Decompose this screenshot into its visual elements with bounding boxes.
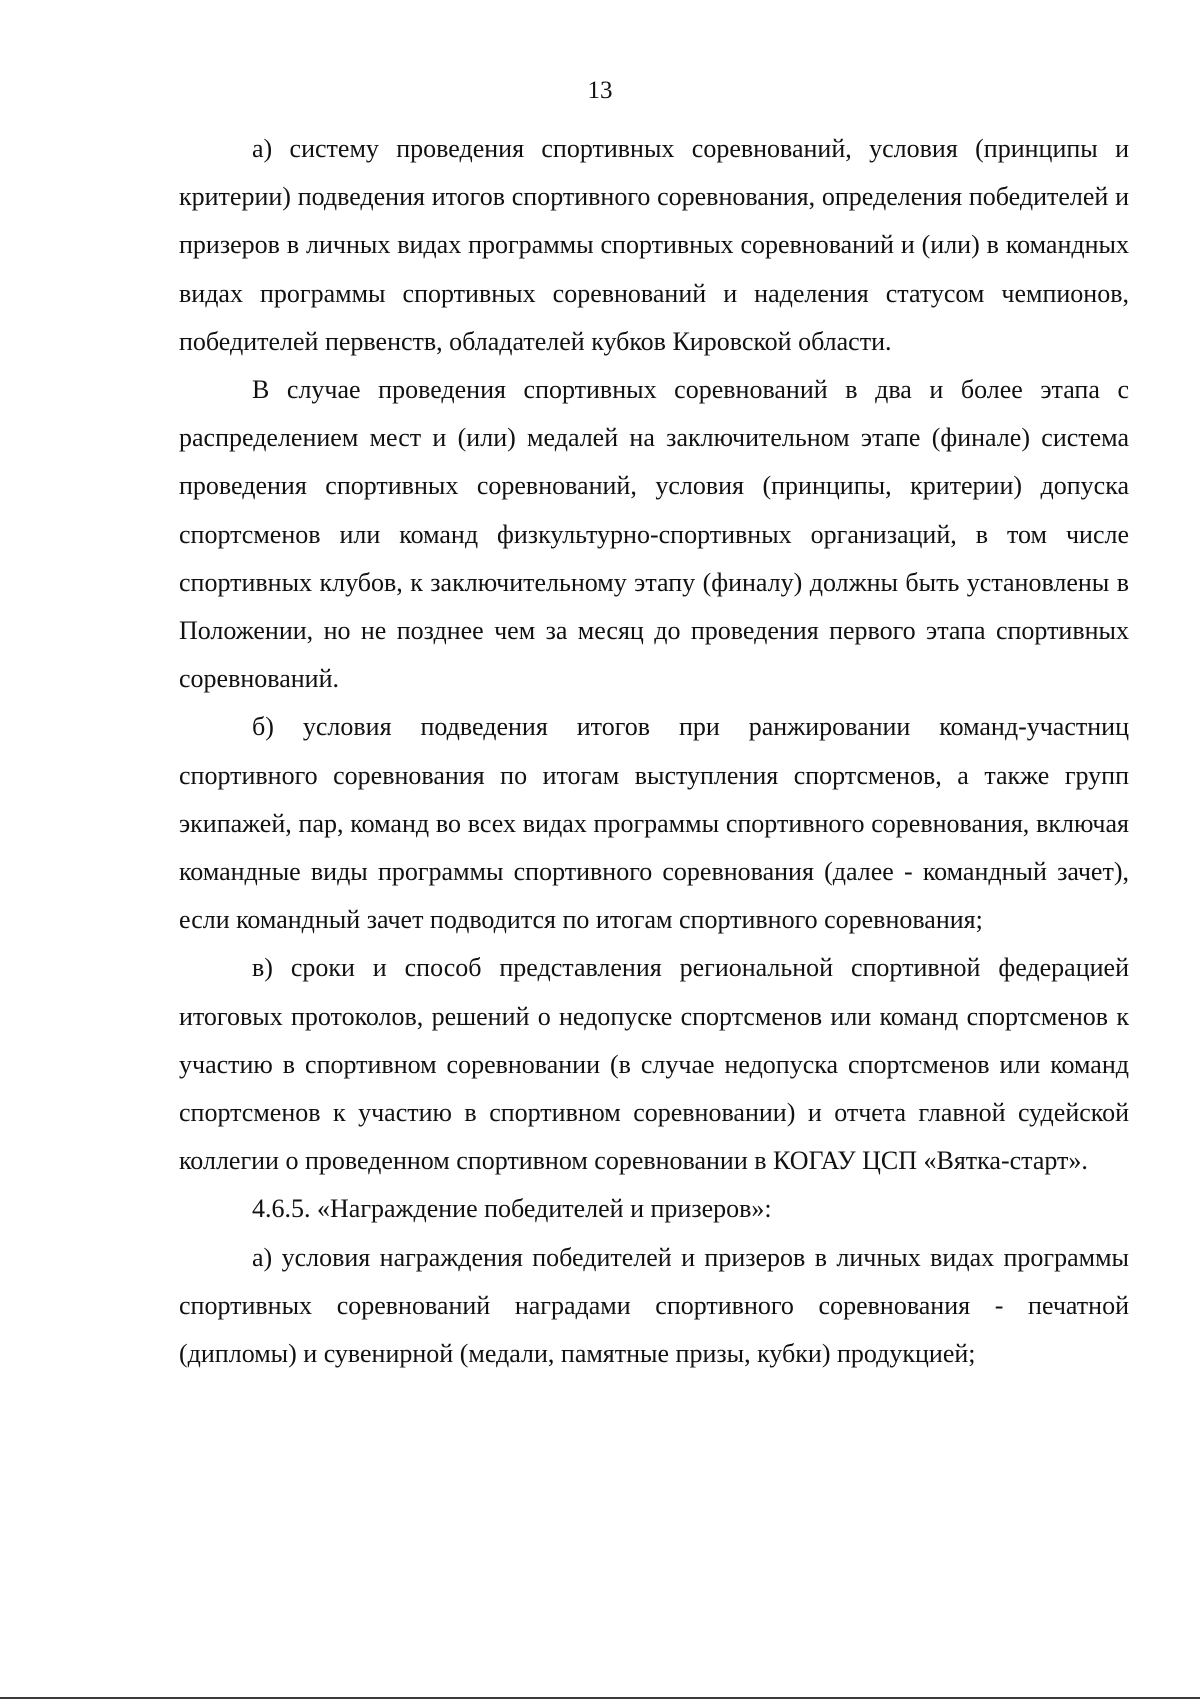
paragraph-a-system: а) систему проведения спортивных соревнований, условия (принципы и критерии) подведения итогов спортивного соревнования, определения победителей и призеров в личных видах программы спортивных соревнований и (или) в командных видах программы спортивных соревнований и наделения статусом чемпионов, победителей первенств, обладателей кубков Кировской области. (179, 134, 1129, 356)
paragraph-v-protocols: в) сроки и способ представления региональной спортивной федерацией итоговых протоколов, решений о недопуске спортсменов или команд спортсменов к участию в спортивном соревновании (в случае недопуска спортсменов или команд спортсменов к участию в спортивном соревновании) и отчета главной судейской коллегии о проведенном спортивном соревновании в КОГАУ ЦСП «Вятка-старт». (179, 953, 1129, 1176)
section-heading-awards: 4.6.5. «Награждение победителей и призеров»: (252, 1194, 772, 1224)
page-number: 13 (587, 77, 613, 104)
paragraph-multistage: В случае проведения спортивных соревнований в два и более этапа с распределением мест и (или) медалей на заключительном этапе (финале) система проведения спортивных соревнований, условия (принципы, критерии) допуска спортсменов или команд физкультурно-спортивных организаций, в том числе спортивных клубов, к заключительному этапу (финалу) должны быть установлены в Положении, но не позднее чем за месяц до проведения первого этапа спортивных соревнований. (179, 375, 1129, 694)
bottom-edge-line (0, 1697, 1200, 1699)
paragraph-a-awards: а) условия награждения победителей и призеров в личных видах программы спортивных соревнований наградами спортивного соревнования - печатной (дипломы) и сувенирной (медали, памятные призы, кубки) продукцией; (179, 1242, 1129, 1369)
document-body (179, 125, 1129, 1378)
paragraph-b-team-ranking: б) условия подведения итогов при ранжировании команд-участниц спортивного соревнования по итогам выступления спортсменов, а также групп экипажей, пар, команд во всех видах программы спортивного соревнования, включая командные виды программы спортивного соревнования (далее - командный зачет), если командный зачет подводится по итогам спортивного соревнования; (179, 712, 1129, 935)
